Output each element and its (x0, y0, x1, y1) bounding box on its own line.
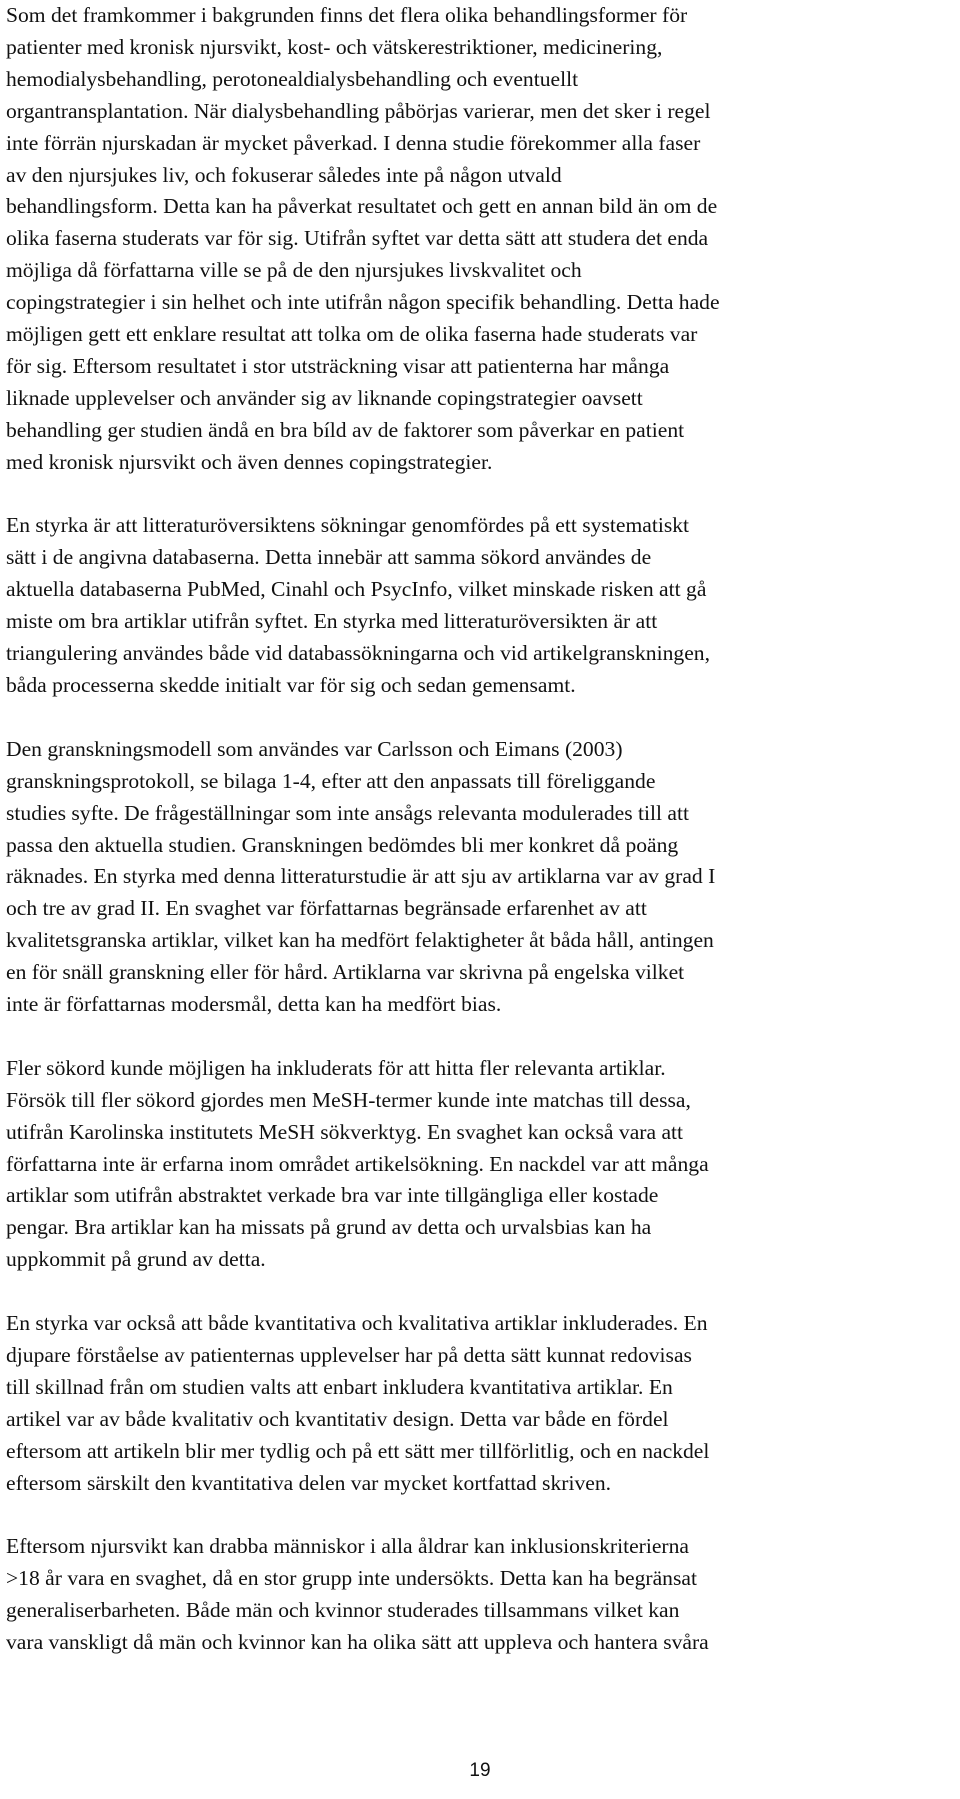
text-line: behandling ger studien ändå en bra bíld av de faktorer som påverkar en patient (6, 417, 685, 442)
text-line: Eftersom njursvikt kan drabba människor i alla åldrar kan inklusionskriterierna (6, 1534, 690, 1559)
body-paragraph (6, 1053, 956, 1276)
text-line: En styrka är att litteraturöversiktens sökningar genomfördes på ett systematiskt (6, 513, 690, 538)
text-line: Den granskningsmodell som användes var Carlsson och Eimans (2003) (6, 736, 623, 761)
text-line: vara vanskligt då män och kvinnor kan ha olika sätt att uppleva och hantera svåra (6, 1630, 709, 1655)
text-line: för sig. Eftersom resultatet i stor utsträckning visar att patienterna har många (6, 353, 670, 378)
text-line: triangulering användes både vid databassökningarna och vid artikelgranskningen, (6, 641, 710, 666)
text-line: med kronisk njursvikt och även dennes copingstrategier. (6, 449, 493, 474)
text-line: organtransplantation. När dialysbehandling påbörjas varierar, men det sker i regel (6, 98, 711, 123)
text-line: inte är författarnas modersmål, detta kan ha medfört bias. (6, 992, 502, 1017)
text-line: Fler sökord kunde möjligen ha inkluderats för att hitta fler relevanta artiklar. (6, 1055, 666, 1080)
text-line: olika faserna studerats var för sig. Utifrån syftet var detta sätt att studera det enda (6, 226, 709, 251)
text-line: till skillnad från om studien valts att enbart inkludera kvantitativa artiklar. En (6, 1374, 673, 1399)
text-line: en för snäll granskning eller för hård. Artiklarna var skrivna på engelska vilket (6, 960, 685, 985)
text-line: granskningsprotokoll, se bilaga 1-4, efter att den anpassats till föreliggande (6, 768, 656, 793)
paragraph-gap (6, 1021, 956, 1053)
body-paragraph (6, 510, 956, 701)
paragraph-gap (6, 1500, 956, 1532)
text-line: och tre av grad II. En svaghet var författarnas begränsade erfarenhet av att (6, 896, 647, 921)
paragraph-gap (6, 702, 956, 734)
text-line: En styrka var också att både kvantitativa och kvalitativa artiklar inkluderades. En (6, 1311, 708, 1336)
text-line: utifrån Karolinska institutets MeSH sökverktyg. En svaghet kan också vara att (6, 1119, 684, 1144)
paragraph-gap (6, 1276, 956, 1308)
text-line: pengar. Bra artiklar kan ha missats på grund av detta och urvalsbias kan ha (6, 1215, 652, 1240)
text-line: möjliga då författarna ville se på de den njursjukes livskvalitet och (6, 258, 582, 283)
text-line: författarna inte är erfarna inom området artikelsökning. En nackdel var att många (6, 1151, 709, 1176)
text-line: >18 år vara en svaghet, då en stor grupp inte undersökts. Detta kan ha begränsat (6, 1566, 697, 1591)
body-paragraph (6, 734, 956, 1021)
text-line: artikel var av både kvalitativ och kvantitativ design. Detta var både en fördel (6, 1406, 669, 1431)
text-line: hemodialysbehandling, perotonealdialysbehandling och eventuellt (6, 66, 579, 91)
text-line: djupare förståelse av patienternas upplevelser har på detta sätt kunnat redovisas (6, 1343, 692, 1367)
body-paragraph (6, 1308, 956, 1499)
text-line: uppkommit på grund av detta. (6, 1247, 266, 1272)
text-line: eftersom att artikeln blir mer tydlig och på ett sätt mer tillförlitlig, och en nackdel (6, 1438, 710, 1463)
text-line: miste om bra artiklar utifrån syftet. En styrka med litteraturöversikten är att (6, 609, 658, 634)
text-line: generaliserbarheten. Både män och kvinnor studerades tillsammans vilket kan (6, 1598, 680, 1623)
text-line: möjligen gett ett enklare resultat att tolka om de olika faserna hade studerats var (6, 322, 698, 347)
body-paragraph (6, 0, 956, 479)
document-page (6, 0, 956, 1659)
text-line: artiklar som utifrån abstraktet verkade bra var inte tillgängliga eller kostade (6, 1183, 659, 1208)
text-line: studies syfte. De frågeställningar som inte ansågs relevanta modulerades till att (6, 800, 689, 825)
text-line: eftersom särskilt den kvantitativa delen var mycket kortfattad skriven. (6, 1470, 612, 1495)
text-line: passa den aktuella studien. Granskningen bedömdes bli mer konkret då poäng (6, 832, 679, 857)
text-line: aktuella databaserna PubMed, Cinahl och PsycInfo, vilket minskade risken att gå (6, 577, 707, 602)
text-line: behandlingsform. Detta kan ha påverkat resultatet och gett en annan bild än om de (6, 194, 718, 219)
text-line: copingstrategier i sin helhet och inte utifrån någon specifik behandling. Detta hade (6, 290, 720, 315)
text-line: sätt i de angivna databaserna. Detta innebär att samma sökord användes de (6, 545, 652, 570)
text-line: båda processerna skedde initialt var för sig och sedan gemensamt. (6, 673, 576, 698)
body-paragraph (6, 1531, 956, 1659)
text-line: Som det framkommer i bakgrunden finns det flera olika behandlingsformer för (6, 3, 688, 27)
text-line: av den njursjukes liv, och fokuserar således inte på någon utvald (6, 162, 562, 187)
page-number: 19 (469, 1760, 491, 1781)
text-line: liknade upplevelser och använder sig av liknande copingstrategier oavsett (6, 385, 643, 410)
text-line: patienter med kronisk njursvikt, kost- och vätskerestriktioner, medicinering, (6, 34, 663, 59)
paragraph-gap (6, 479, 956, 511)
text-line: räknades. En styrka med denna litteraturstudie är att sju av artiklarna var av grad I (6, 864, 716, 889)
text-line: kvalitetsgranska artiklar, vilket kan ha medfört felaktigheter åt båda håll, antingen (6, 928, 714, 953)
text-line: inte förrän njurskadan är mycket påverkad. I denna studie förekommer alla faser (6, 130, 701, 155)
text-line: Försök till fler sökord gjordes men MeSH-termer kunde inte matchas till dessa, (6, 1087, 691, 1112)
